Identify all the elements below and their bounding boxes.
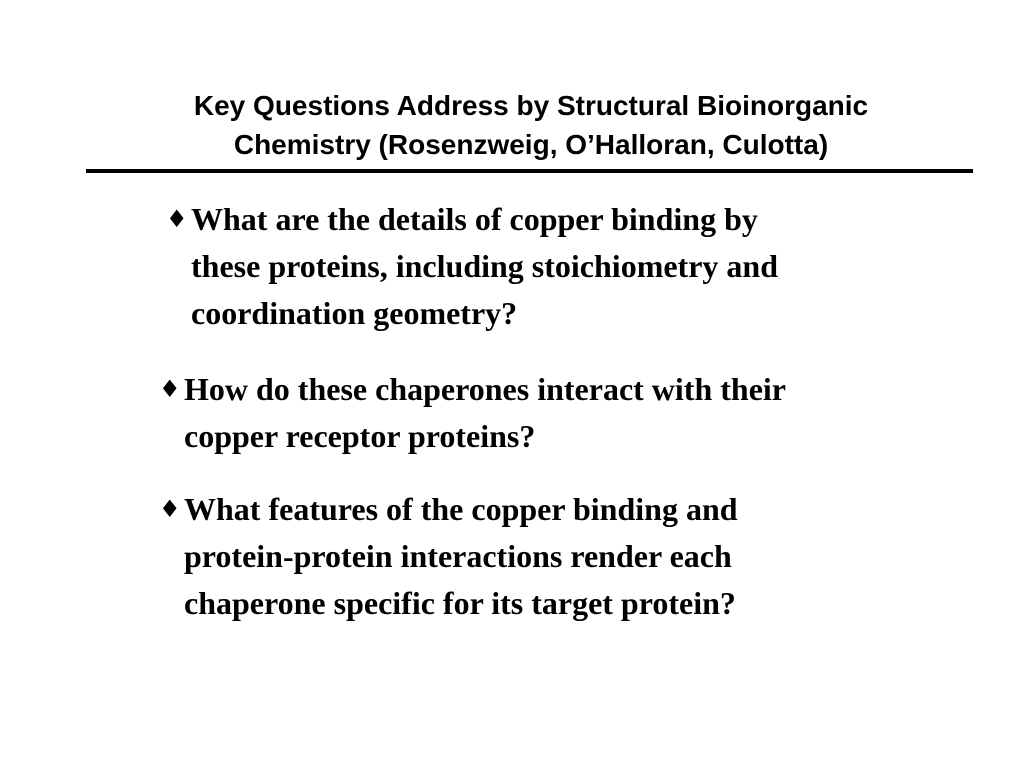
bullet-3-line-3: chaperone specific for its target protein? [184, 585, 736, 621]
bullet-2-line-2: copper receptor proteins? [184, 418, 536, 454]
bullet-2-line-1: How do these chaperones interact with their [184, 371, 786, 407]
bullet-3-line-1: What features of the copper binding and [184, 491, 738, 527]
diamond-bullet-icon: ♦ [159, 495, 181, 523]
title-line-2: Chemistry (Rosenzweig, O’Halloran, Culotta) [233, 129, 829, 160]
bullet-3-line-2: protein-protein interactions render each [184, 538, 732, 574]
bullet-1-line-2: these proteins, including stoichiometry and [191, 248, 778, 284]
bullet-1-line-1: What are the details of copper binding by [191, 201, 758, 237]
title-underline [86, 169, 973, 173]
diamond-bullet-icon: ♦ [166, 205, 188, 233]
bullet-item-3 [159, 486, 738, 627]
bullet-item-2 [159, 366, 786, 460]
title-line-1: Key Questions Address by Structural Bioinorganic [193, 90, 869, 121]
diamond-bullet-icon: ♦ [159, 375, 181, 403]
bullet-item-1 [166, 196, 778, 337]
bullet-1-line-3: coordination geometry? [191, 295, 518, 331]
slide-title [100, 86, 962, 164]
